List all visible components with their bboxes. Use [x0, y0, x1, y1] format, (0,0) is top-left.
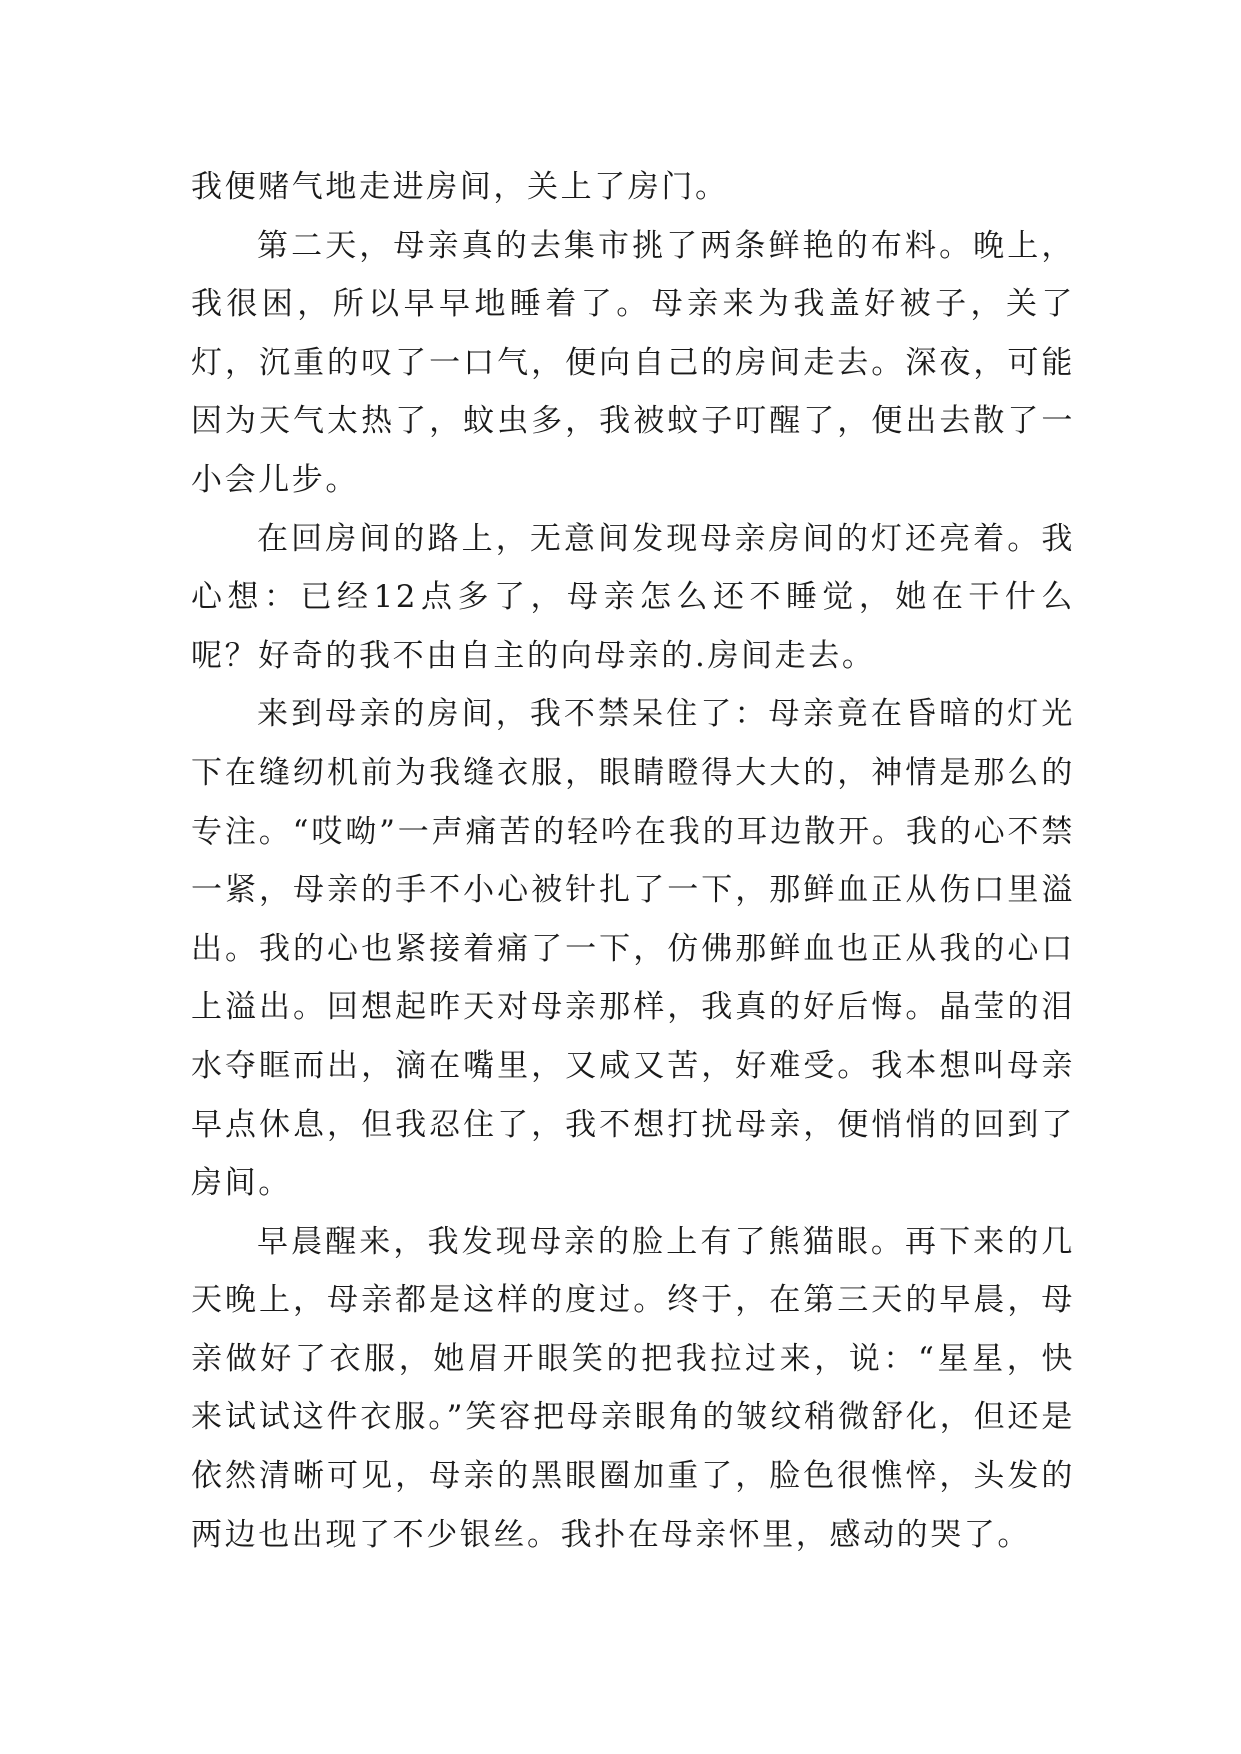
paragraph-3: 在回房间的路上，无意间发现母亲房间的灯还亮着。我心想：已经12点多了，母亲怎么还不睡觉，她在干什么呢？好奇的我不由自主的向母亲的.房间走去。: [191, 520, 1075, 674]
paragraph-1: 我便赌气地走进房间，关上了房门。: [191, 169, 729, 205]
paragraph-4: 来到母亲的房间，我不禁呆住了：母亲竟在昏暗的灯光下在缝纫机前为我缝衣服，眼睛瞪得大大的，神情是那么的专注。“哎呦”一声痛苦的轻吟在我的耳边散开。我的心不禁一紧，母亲的手不小心被针扎了一下，那鲜血正从伤口里溢出。我的心也紧接着痛了一下，仿佛那鲜血也正从我的心口上溢出。回想起昨天对母亲那样，我真的好后悔。晶莹的泪水夺眶而出，滴在嘴里，又咸又苦，好难受。我本想叫母亲早点休息，但我忍住了，我不想打扰母亲，便悄悄的回到了房间。: [191, 696, 1075, 1202]
document-page: [191, 158, 1075, 1564]
paragraph-5: 早晨醒来，我发现母亲的脸上有了熊猫眼。再下来的几天晚上，母亲都是这样的度过。终于，在第三天的早晨，母亲做好了衣服，她眉开眼笑的把我拉过来，说：“星星，快来试试这件衣服。”笑容把母亲眼角的皱纹稍微舒化，但还是依然清晰可见，母亲的黑眼圈加重了，脸色很憔悴，头发的两边也出现了不少银丝。我扑在母亲怀里，感动的哭了。: [191, 1223, 1075, 1553]
paragraph-2: 第二天，母亲真的去集市挑了两条鲜艳的布料。晚上，我很困，所以早早地睡着了。母亲来为我盖好被子，关了灯，沉重的叹了一口气，便向自己的房间走去。深夜，可能因为天气太热了，蚊虫多，我被蚊子叮醒了，便出去散了一小会儿步。: [191, 227, 1075, 498]
